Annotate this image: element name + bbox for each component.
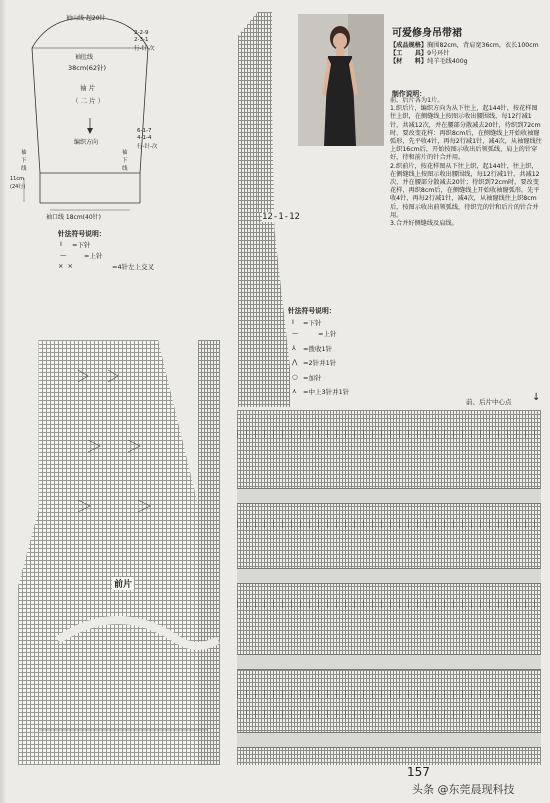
sleeve-right-3: 行-针-次 bbox=[137, 144, 158, 150]
pattern-band-4 bbox=[237, 732, 541, 748]
front-piece-label: 前片 bbox=[112, 577, 134, 590]
page-spine bbox=[0, 0, 6, 803]
legend-1-title: 针法符号说明： bbox=[58, 230, 106, 238]
tool-text: 9号环针 bbox=[427, 50, 450, 58]
legend-2-sym-3: ⋀ bbox=[292, 358, 298, 366]
sleeve-right-4: 袖 bbox=[122, 150, 128, 156]
sleeve-left-1: 袖 bbox=[21, 150, 27, 156]
sleeve-height-1: 11cm bbox=[10, 176, 24, 182]
sleeve-right-2: 4-1-4 bbox=[137, 135, 152, 141]
pattern-marks-5 bbox=[237, 710, 541, 718]
legend-2-desc-4: =加针 bbox=[303, 374, 322, 382]
spec-label: 【成品规格】 bbox=[390, 42, 428, 49]
method-title: 制作说明： bbox=[392, 90, 426, 98]
sleeve-line-label: 袖肚线 bbox=[75, 54, 94, 61]
pattern-band-2 bbox=[237, 568, 541, 584]
method-para-3: 2.织前片，按花样图从下往上织，起144针，往上织，在侧缝线上按图示收出腰围线，每12行减1针，共减12次，并在腰部分散减去20针；待织到72cm时，要改变花样，再织8cm后，在侧缝线上开始收袖窿弧形，先平收4针，再每2行减1针，减4次，从袖窿线往上织8cm后，按图示收出前领弧线，待织完的针和后片的针合并用。 bbox=[390, 162, 540, 219]
sleeve-count-label: （ 二 片 ） bbox=[72, 97, 105, 105]
legend-2-desc-5: =中上3针并1针 bbox=[303, 388, 350, 396]
sleeve-direction-label: 编织方向 bbox=[74, 139, 99, 146]
legend-2-desc-2: =拨收1针 bbox=[303, 345, 333, 353]
legend-2-desc-3: =2针并1针 bbox=[303, 359, 337, 367]
model-photo bbox=[298, 14, 384, 146]
watermark: 头条 @东莞晨现科技 bbox=[412, 783, 515, 796]
legend-2-sym-4: ○ bbox=[292, 373, 298, 381]
sleeve-top-right-1: 2-2-9 bbox=[134, 30, 149, 36]
pattern-code: 12-1-12 bbox=[262, 212, 300, 222]
legend-2-sym-5: ⋏ bbox=[292, 387, 297, 395]
spec-text: 胸围82cm，背肩宽36cm，衣长100cm bbox=[427, 42, 539, 49]
sleeve-right-5: 下 bbox=[122, 158, 128, 164]
legend-2-sym-2: ⅄ bbox=[292, 344, 296, 352]
page-number: 157 bbox=[407, 765, 430, 779]
legend-2-sym-1: — bbox=[292, 329, 299, 337]
sleeve-height-2: (24行) bbox=[10, 184, 26, 190]
sleeve-top-right-2: 2-3-1 bbox=[134, 37, 149, 43]
legend-1-desc-1: =上针 bbox=[84, 252, 103, 260]
material-text: 纯羊毛线400g bbox=[427, 58, 468, 66]
legend-2-title: 针法符号说明： bbox=[288, 307, 336, 315]
article-title: 可爱修身吊带裙 bbox=[392, 28, 462, 39]
arrow-down-icon: ↓ bbox=[532, 392, 541, 403]
sleeve-top-label: 袖山线 起20针 bbox=[66, 15, 106, 22]
sleeve-width-label: 38cm(62针) bbox=[68, 64, 107, 72]
pattern-marks-1 bbox=[237, 430, 541, 438]
front-piece-overlay bbox=[18, 340, 224, 765]
legend-1-sym-0: Ⅰ bbox=[60, 240, 62, 248]
legend-1-desc-0: =下针 bbox=[72, 241, 91, 249]
material-label: 【材 料】 bbox=[390, 58, 428, 66]
method-para-4: 3.合并好侧缝线及肩线。 bbox=[390, 220, 458, 228]
pattern-marks-2 bbox=[237, 520, 541, 528]
sleeve-piece-label: 袖 片 bbox=[80, 84, 96, 92]
back-piece-strap bbox=[258, 12, 272, 212]
sleeve-top-right-3: 行-针-次 bbox=[134, 46, 155, 52]
sleeve-left-3: 线 bbox=[21, 166, 27, 172]
method-para-1: 前、后片各为1片。 bbox=[390, 97, 444, 104]
pattern-marks-4 bbox=[237, 690, 541, 698]
article-method bbox=[390, 97, 542, 228]
legend-1-sym-2: ⨯⨯ bbox=[58, 262, 77, 270]
tool-label: 【工 具】 bbox=[390, 50, 428, 58]
legend-1-desc-2: =4针左上交叉 bbox=[112, 263, 155, 271]
pattern-band-3 bbox=[237, 654, 541, 670]
legend-2-sym-0: Ⅰ bbox=[292, 318, 294, 326]
sleeve-bottom-label: 袖口线 18cm(40针) bbox=[46, 214, 102, 221]
legend-2-desc-0: =下针 bbox=[303, 319, 322, 327]
center-point-label: 前、后片中心点 bbox=[466, 398, 512, 406]
method-para-2: 1.织后片，编织方向为从下往上，起144针，按花样图往上织，在侧缝线上按图示收出腰围线，每12行减1针，共减12次，并在腰部分散减去20针，待织到72cm时，要改变花样：再织8cm后，在侧缝线上开始收袖窿弧形，先平收4针，再每2行减1针，减4次，从袖窿线往上织16cm后，开始按图示收出后领弧线，肩上的针穿好，待和前片的针合并用。 bbox=[390, 105, 542, 162]
sleeve-right-1: 6-1-7 bbox=[137, 128, 152, 134]
sleeve-left-2: 下 bbox=[21, 158, 27, 164]
article-specs bbox=[390, 42, 540, 67]
legend-1-sym-1: — bbox=[60, 251, 67, 259]
legend-2-desc-1: =上针 bbox=[318, 330, 337, 338]
pattern-band-1 bbox=[237, 488, 541, 504]
pattern-marks-3 bbox=[237, 600, 541, 608]
sleeve-right-6: 线 bbox=[122, 166, 128, 172]
